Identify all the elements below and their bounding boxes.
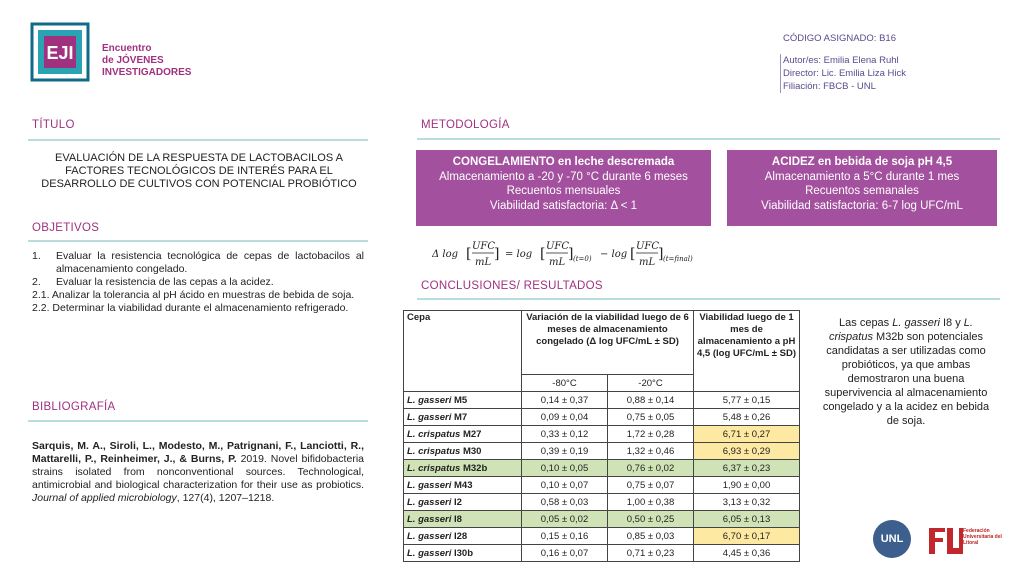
logo-letters: EJI	[46, 43, 74, 63]
table-row	[404, 443, 800, 460]
director: Director: Lic. Emilia Liza Hick	[783, 68, 906, 79]
objective-2-1: 2.1. Analizar la tolerancia al pH ácido en muestras de bebida de soja.	[32, 289, 355, 301]
cell-m20: 1,32 ± 0,46	[608, 443, 694, 460]
conclusion-text: Las cepas L. gasseri I8 y L. crispatus M32b son potenciales candidatas a ser utilizadas como probióticos, ya que ambas demostraron una buena supervivencia al almacenamiento congelado y a la acidez en bebida de soja.	[822, 317, 990, 427]
method-box-acidity: ACIDEZ en bebida de soja pH 4,5 Almacenamiento a 5°C durante 1 mes Recuentos semanales Viabilidad satisfactoria: 6-7 log UFC/mL	[727, 150, 997, 226]
unl-logo: UNL	[873, 520, 911, 558]
cell-strain: L. crispatus M32b	[404, 460, 522, 477]
cell-m80: 0,15 ± 0,16	[522, 528, 608, 545]
svg-text:]: ]	[494, 246, 500, 262]
bibliography-entry: Sarquis, M. A., Siroli, L., Modesto, M., Patrignani, F., Lanciotti, R., Mattarelli, P., Reinheimer, J., & Burns, P. 2019. Novel bifidobacteria strains isolated from nonconventional sources. Technological, antimicrobial and biological characterization for their use as probiotics. Journal of applied microbiology, 127(4), 1207–1218.	[32, 440, 364, 504]
svg-text:− log: − log	[600, 249, 628, 260]
conclusiones-heading: CONCLUSIONES/ RESULTADOS	[421, 280, 603, 292]
table-row	[404, 426, 800, 443]
cell-m20: 0,50 ± 0,25	[608, 511, 694, 528]
cell-strain: L. gasseri I30b	[404, 545, 522, 562]
table-row	[404, 477, 800, 494]
svg-text:mL: mL	[639, 257, 656, 268]
table-row	[404, 511, 800, 528]
cell-acid: 6,70 ± 0,17	[694, 528, 800, 545]
cell-m20: 0,76 ± 0,02	[608, 460, 694, 477]
cell-m20: 0,85 ± 0,03	[608, 528, 694, 545]
cell-m20: 0,75 ± 0,05	[608, 409, 694, 426]
cell-acid: 1,90 ± 0,00	[694, 477, 800, 494]
metodologia-rule	[417, 138, 1000, 140]
author-info	[783, 33, 906, 93]
svg-text:mL: mL	[475, 257, 492, 268]
svg-text:(t=final): (t=final)	[663, 255, 693, 263]
cell-acid: 6,05 ± 0,13	[694, 511, 800, 528]
titulo-heading: TÍTULO	[32, 119, 75, 131]
cell-strain: L. crispatus M30	[404, 443, 522, 460]
cell-m80: 0,10 ± 0,07	[522, 477, 608, 494]
col-cepa: Cepa	[404, 311, 522, 392]
svg-text:(t=0): (t=0)	[573, 255, 592, 263]
cell-acid: 3,13 ± 0,32	[694, 494, 800, 511]
objective-2-2: 2.2. Determinar la viabilidad durante el almacenamiento refrigerado.	[32, 302, 349, 314]
metodologia-heading: METODOLOGÍA	[421, 119, 510, 131]
table-row	[404, 409, 800, 426]
cell-strain: L. crispatus M27	[404, 426, 522, 443]
svg-text:]: ]	[658, 246, 664, 262]
author: Autor/es: Emilia Elena Ruhl	[783, 55, 899, 66]
objetivos-heading: OBJETIVOS	[32, 222, 100, 234]
table-row	[404, 528, 800, 545]
objetivos-rule	[28, 240, 368, 242]
cell-acid: 4,45 ± 0,36	[694, 545, 800, 562]
cell-strain: L. gasseri I2	[404, 494, 522, 511]
cell-m80: 0,14 ± 0,37	[522, 392, 608, 409]
cell-m80: 0,16 ± 0,07	[522, 545, 608, 562]
cell-m80: 0,58 ± 0,03	[522, 494, 608, 511]
col-m20: -20°C	[608, 375, 694, 392]
col-acidity: Viabilidad luego de 1 mes de almacenamiento a pH 4,5 (log UFC/mL ± SD)	[694, 311, 800, 392]
cell-m80: 0,09 ± 0,04	[522, 409, 608, 426]
titulo-rule	[28, 139, 368, 141]
cell-strain: L. gasseri M5	[404, 392, 522, 409]
fue-text: Federación Universitaria del Litoral	[963, 528, 1002, 546]
cell-m80: 0,10 ± 0,05	[522, 460, 608, 477]
svg-text:mL: mL	[549, 257, 566, 268]
svg-text:= log: = log	[505, 249, 533, 260]
svg-text:UFC: UFC	[636, 241, 660, 252]
bibliografia-rule	[28, 420, 368, 422]
cell-acid: 6,71 ± 0,27	[694, 426, 800, 443]
table-row	[404, 460, 800, 477]
cell-m20: 0,71 ± 0,23	[608, 545, 694, 562]
table-row	[404, 545, 800, 562]
col-m80: -80°C	[522, 375, 608, 392]
objectives-list	[32, 250, 364, 315]
cell-m80: 0,05 ± 0,02	[522, 511, 608, 528]
svg-text:[: [	[630, 246, 636, 262]
cell-acid: 5,77 ± 0,15	[694, 392, 800, 409]
objective-1: 1. Evaluar la resistencia tecnológica de cepas de lactobacilos al almacenamiento congelado.	[32, 250, 364, 275]
svg-text:]: ]	[568, 246, 574, 262]
svg-text:[: [	[540, 246, 546, 262]
cell-m20: 0,88 ± 0,14	[608, 392, 694, 409]
table-row	[404, 494, 800, 511]
cell-acid: 6,37 ± 0,23	[694, 460, 800, 477]
method-box-freezing: CONGELAMIENTO en leche descremada Almacenamiento a -20 y -70 °C durante 6 meses Recuentos mensuales Viabilidad satisfactoria: Δ < 1	[416, 150, 711, 226]
svg-text:Δ log: Δ log	[432, 249, 459, 260]
cell-strain: L. gasseri I8	[404, 511, 522, 528]
cell-m80: 0,33 ± 0,12	[522, 426, 608, 443]
bibliografia-heading: BIBLIOGRAFÍA	[32, 401, 116, 413]
cell-strain: L. gasseri I28	[404, 528, 522, 545]
svg-text:UFC: UFC	[472, 241, 496, 252]
svg-text:UFC: UFC	[546, 241, 570, 252]
table-row	[404, 392, 800, 409]
svg-text:[: [	[466, 246, 472, 262]
cell-acid: 6,93 ± 0,29	[694, 443, 800, 460]
cell-acid: 5,48 ± 0,26	[694, 409, 800, 426]
conclusiones-rule	[417, 298, 1000, 300]
cell-m20: 1,00 ± 0,38	[608, 494, 694, 511]
objective-2: 2. Evaluar la resistencia de las cepas a la acidez.	[32, 276, 274, 288]
eji-logo	[30, 22, 90, 82]
cell-m20: 1,72 ± 0,28	[608, 426, 694, 443]
cell-strain: L. gasseri M7	[404, 409, 522, 426]
poster-title: EVALUACIÓN DE LA RESPUESTA DE LACTOBACILOS A FACTORES TECNOLÓGICOS DE INTERÉS PARA EL DESARROLLO DE CULTIVOS CON POTENCIAL PROBIÓTICO	[41, 152, 357, 190]
logo-text: Encuentro de JÓVENES INVESTIGADORES	[102, 43, 192, 78]
cell-m80: 0,39 ± 0,19	[522, 443, 608, 460]
results-table	[403, 310, 800, 562]
affiliation: Filiación: FBCB - UNL	[783, 81, 876, 92]
assigned-code: CÓDIGO ASIGNADO: B16	[783, 33, 896, 44]
delta-formula	[432, 236, 732, 270]
cell-m20: 0,75 ± 0,07	[608, 477, 694, 494]
col-freezing: Variación de la viabilidad luego de 6 meses de almacenamiento congelado (Δ log UFC/mL ± SD)	[522, 311, 694, 375]
cell-strain: L. gasseri M43	[404, 477, 522, 494]
